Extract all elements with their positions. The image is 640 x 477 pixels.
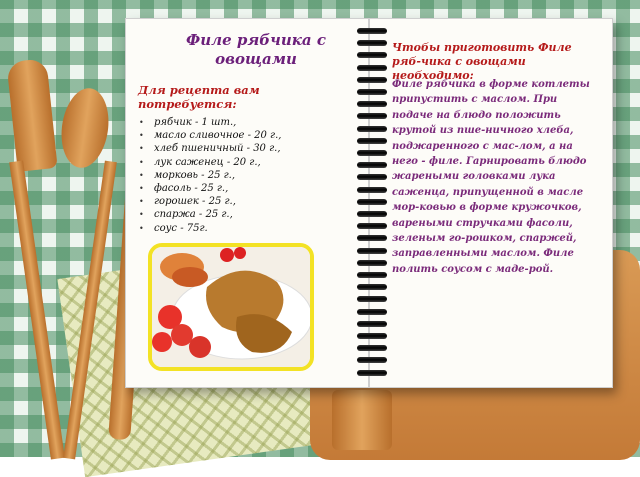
binding-ring [357,296,387,302]
ingredient-item: • фасоль - 25 г., [136,182,351,195]
binding-ring [357,223,387,229]
ingredient-item: • рябчик - 1 шт., [136,116,351,129]
left-page [125,18,369,388]
binding-ring [357,138,387,144]
ingredients-heading: Для рецепта вам потребуется: [138,83,260,111]
binding-ring [357,284,387,290]
binding-ring [357,357,387,363]
wooden-pestle [332,390,392,450]
recipe-title: Филе рябчика с овощами [186,31,326,68]
dish-photo [148,243,314,371]
ingredient-item: • горошек - 25 г., [136,195,351,208]
binding-ring [357,248,387,254]
recipe-notebook [125,18,613,388]
ingredient-item: • хлеб пшеничный - 30 г., [136,142,351,155]
binding-ring [357,321,387,327]
binding-ring [357,333,387,339]
binding-ring [357,174,387,180]
binding-ring [357,162,387,168]
method-text: Филе рябчика в форме котлеты припустить с маслом. При подаче на блюдо положить крутой из пше-ничного хлеба, поджаренного с мас-лом, а на него - филе. Гарнировать блюдо жареными головками лука саженца, припущенной в масле мор-ковью в форме кружочков, вареными стручками фасоли, зеленым го-рошком, спаржей, заправленными маслом. Филе полить соусом с маде-рой. [392,79,590,275]
ingredient-item: • масло сливочное - 20 г., [136,129,351,142]
binding-ring [357,113,387,119]
spiral-binding [357,28,387,383]
binding-ring [357,101,387,107]
binding-ring [357,235,387,241]
binding-ring [357,150,387,156]
binding-ring [357,40,387,46]
dish-illustration [152,247,310,367]
right-page [369,18,613,388]
method-heading: Чтобы приготовить Филе ряб-чика с овощами необходимо: [392,41,572,82]
binding-ring [357,370,387,376]
binding-ring [357,89,387,95]
binding-ring [357,77,387,83]
ingredient-item: • лук саженец - 20 г., [136,156,351,169]
binding-ring [357,65,387,71]
binding-ring [357,309,387,315]
binding-ring [357,28,387,34]
binding-ring [357,272,387,278]
binding-ring [357,260,387,266]
ingredient-item: • спаржа - 25 г., [136,208,351,221]
binding-ring [357,211,387,217]
binding-ring [357,345,387,351]
binding-ring [357,199,387,205]
binding-ring [357,187,387,193]
ingredients-list [136,116,351,235]
ingredient-item: • соус - 75г. [136,222,351,235]
binding-ring [357,126,387,132]
ingredient-item: • морковь - 25 г., [136,169,351,182]
binding-ring [357,52,387,58]
